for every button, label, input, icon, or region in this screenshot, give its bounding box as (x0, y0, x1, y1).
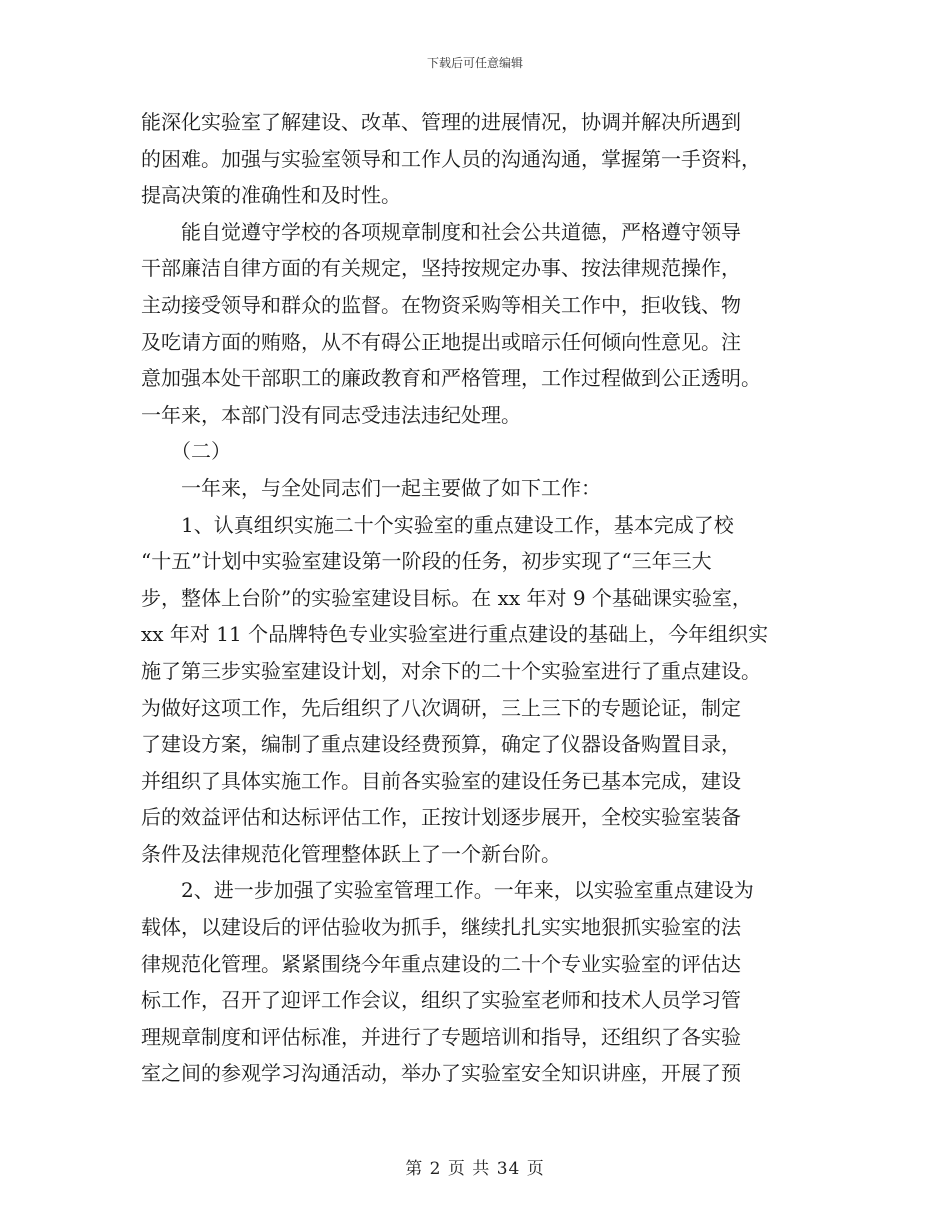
text-line: 提高决策的准确性和及时性。 (141, 183, 401, 208)
text-line: 意加强本处干部职工的廉政教育和严格管理，工作过程做到公正透明。 (141, 366, 761, 391)
text-line: 一年来，与全处同志们一起主要做了如下工作： (141, 475, 601, 500)
text-line: 的困难。加强与实验室领导和工作人员的沟通沟通，掌握第一手资料， (141, 146, 761, 171)
text-line: 施了第三步实验室建设计划，对余下的二十个实验室进行了重点建设。 (141, 658, 761, 683)
text-line: 2、进一步加强了实验室管理工作。一年来，以实验室重点建设为 (141, 878, 754, 903)
text-line: 及吃请方面的贿赂，从不有碍公正地提出或暗示任何倾向性意见。注 (141, 329, 741, 354)
text-line: 了建设方案，编制了重点建设经费预算，确定了仪器设备购置目录， (141, 732, 741, 757)
text-line: 标工作，召开了迎评工作会议，组织了实验室老师和技术人员学习管 (141, 988, 741, 1013)
text-line: 并组织了具体实施工作。目前各实验室的建设任务已基本完成，建设 (141, 768, 741, 793)
text-line: 载体，以建设后的评估验收为抓手，继续扎扎实实地狠抓实验室的法 (141, 915, 741, 940)
text-line: xx 年对 11 个品牌特色专业实验室进行重点建设的基础上，今年组织实 (141, 622, 769, 647)
text-line: 后的效益评估和达标评估工作，正按计划逐步展开，全校实验室装备 (141, 805, 741, 830)
text-line: 室之间的参观学习沟通活动，举办了实验室安全知识讲座，开展了预 (141, 1061, 741, 1086)
text-line: 一年来，本部门没有同志受违法违纪处理。 (141, 402, 521, 427)
text-line: 步，整体上台阶”的实验室建设目标。在 xx 年对 9 个基础课实验室， (141, 585, 752, 610)
text-line: 理规章制度和评估标准，并进行了专题培训和指导，还组织了各实验 (141, 1024, 741, 1049)
text-line: “十五”计划中实验室建设第一阶段的任务，初步实现了“三年三大 (141, 549, 712, 574)
section-heading: （二） (141, 439, 231, 464)
document-body (141, 104, 809, 1092)
text-line: 条件及法律规范化管理整体跃上了一个新台阶。 (141, 841, 561, 866)
page-footer: 第 2 页 共 34 页 (405, 1159, 545, 1179)
text-line: 能自觉遵守学校的各项规章制度和社会公共道德，严格遵守领导 (141, 219, 741, 244)
page-header: 下载后可任意编辑 (426, 56, 523, 70)
text-line: 主动接受领导和群众的监督。在物资采购等相关工作中，拒收钱、物 (141, 292, 741, 317)
text-line: 干部廉洁自律方面的有关规定，坚持按规定办事、按法律规范操作， (141, 256, 741, 281)
text-line: 律规范化管理。紧紧围绕今年重点建设的二十个专业实验室的评估达 (141, 951, 741, 976)
text-line: 1、认真组织实施二十个实验室的重点建设工作，基本完成了校 (141, 512, 734, 537)
text-line: 为做好这项工作，先后组织了八次调研，三上三下的专题论证，制定 (141, 695, 741, 720)
text-line: 能深化实验室了解建设、改革、管理的进展情况，协调并解决所遇到 (141, 110, 741, 134)
